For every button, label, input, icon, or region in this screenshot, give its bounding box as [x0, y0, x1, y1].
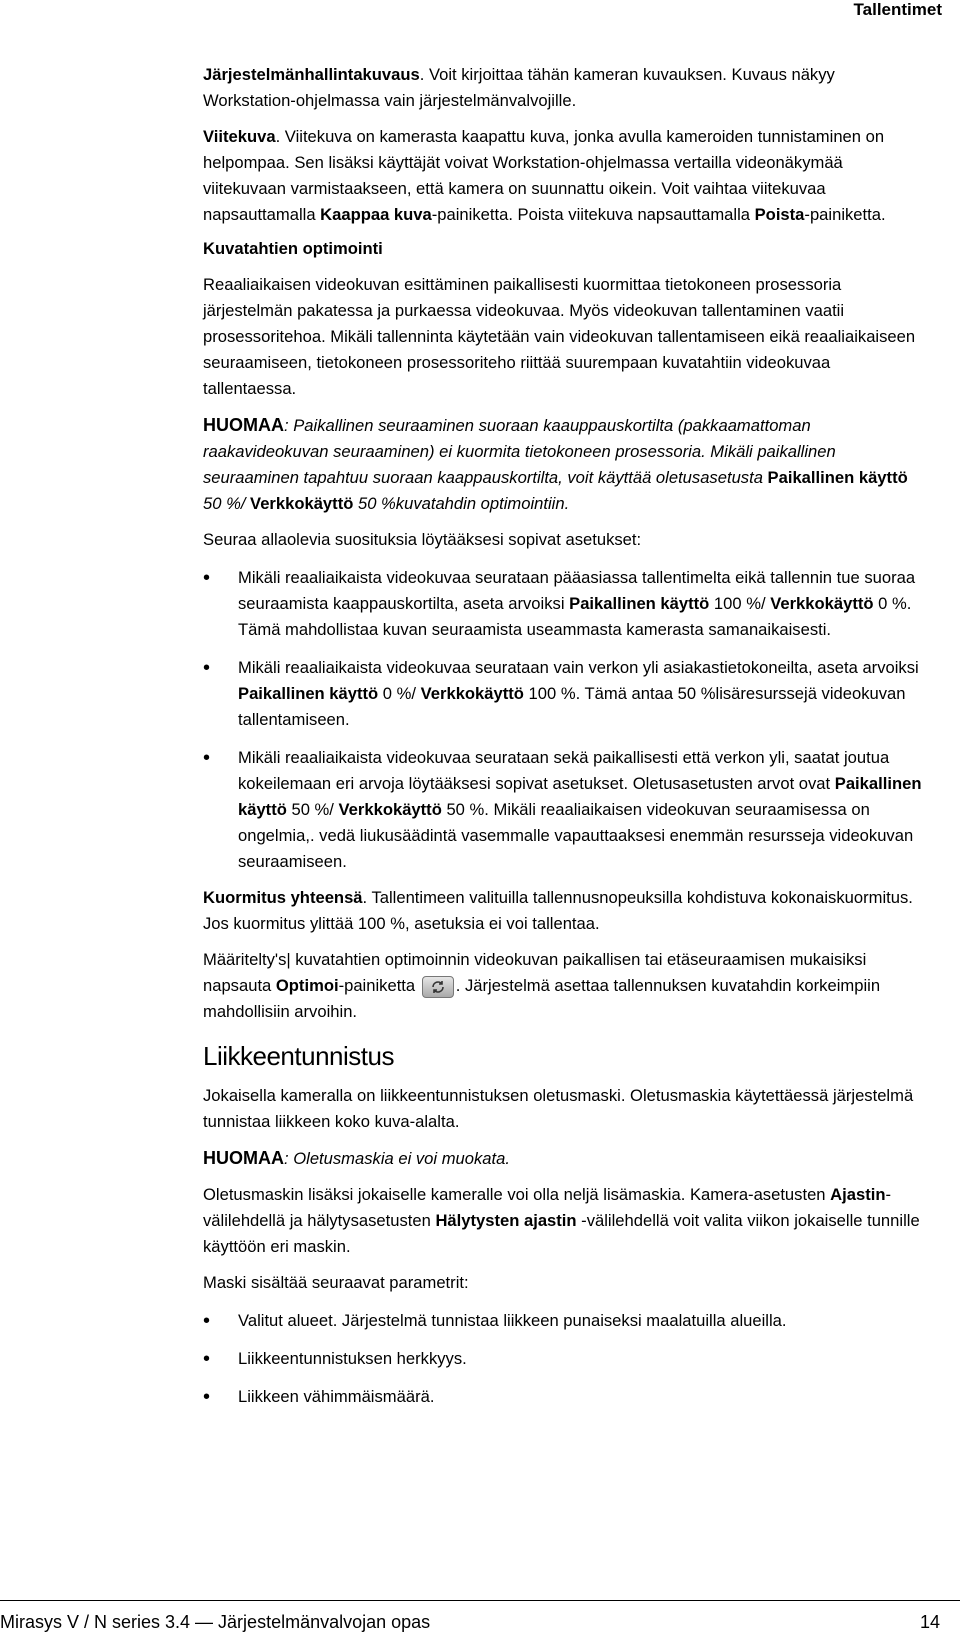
text: -välilehdellä voit valita viikon jokaiselle tunnille käyttöön eri maskin. — [203, 1211, 920, 1256]
page-header-title: Tallentimet — [853, 0, 942, 19]
text: . Viitekuva on kamerasta kaapattu kuva, jonka avulla kameroiden tunnistaminen on helpompaa. Sen lisäksi käyttäjät voivat Workstation-ohjelmassa vertailla videonäkymää viitekuvaan varmistaakseen, että kamera on suunnattu oikein. Voit vaihtaa viitekuvaa napsauttamalla — [203, 127, 885, 224]
term-optimize-button: Optimoi — [275, 976, 339, 995]
term-remove-button: Poista — [754, 205, 805, 224]
text: 0 %/ — [378, 684, 421, 703]
paragraph-optimize — [203, 947, 923, 1025]
text: 50 %kuvatahdin optimointiin. — [353, 494, 570, 513]
text: -painiketta. — [804, 205, 886, 224]
footer-document-title: Mirasys V / N series 3.4 — Järjestelmänvalvojan opas — [0, 1612, 431, 1632]
paragraph-recommendations: Seuraa allaolevia suosituksia löytääksesi sopivat asetukset: — [203, 530, 642, 549]
term-network-use: Verkkokäyttö — [338, 800, 442, 819]
text: -painiketta. Poista viitekuva napsauttamalla — [431, 205, 755, 224]
term-alarm-scheduler-tab: Hälytysten ajastin — [435, 1211, 577, 1230]
list-item: • Liikkeentunnistuksen herkkyys. — [203, 1346, 923, 1372]
text: Mikäli reaaliaikaista videokuvaa seurataan vain verkon yli asiakastietokoneilta, aseta arvoiksi — [238, 658, 919, 677]
paragraph-mask-params: Maski sisältää seuraavat parametrit: — [203, 1273, 469, 1292]
text: 50 %/ — [203, 494, 251, 513]
paragraph-frame-rate: Reaaliaikaisen videokuvan esittäminen paikallisesti kuormittaa tietokoneen prosessoria järjestelmän pakatessa ja purkaessa videokuvaa. Myös videokuvan tallentaminen vaatii prosessoritehoa. Mikäli tallenninta käytetään vain videokuvan tallentamiseen eikä reaaliaikaiseen seuraamiseen, tietokoneen prosessoriteho riittää suurempaan kuvatahtiin videokuvaa tallentaessa. — [203, 275, 916, 398]
term-local-use: Paikallinen käyttö — [569, 594, 710, 613]
section-title-frame-rate: Kuvatahtien optimointi — [203, 239, 383, 258]
term-system-description: Järjestelmänhallintakuvaus — [203, 65, 420, 84]
note-label: HUOMAA — [203, 415, 284, 435]
footer-divider — [0, 1600, 960, 1601]
text: 100 %. Tämä antaa 50 %lisäresurssejä videokuvan tallentamiseen. — [238, 684, 906, 729]
text: . Voit kirjoittaa tähän kameran kuvauksen. Kuvaus näkyy Workstation-ohjelmassa vain järjestelmänvalvojille. — [203, 65, 835, 110]
text: . Järjestelmä asettaa tallennuksen kuvatahdin korkeimpiin mahdollisiin arvoihin. — [203, 976, 881, 1021]
text: Mikäli reaaliaikaista videokuvaa seurataan sekä paikallisesti että verkon yli, saatat joutua kokeilemaan eri arvoja löytääksesi sopivat asetukset. Oletusasetusten arvot ovat — [238, 748, 890, 793]
text: 0 %. Tämä mahdollistaa kuvan seuraamista useammasta kamerasta samanaikaisesti. — [238, 594, 912, 639]
optimize-icon[interactable] — [422, 976, 454, 998]
text: : Paikallinen seuraaminen suoraan kaauppauskortilta (pakkaamattoman raakavideokuvan seuraaminen) ei kuormita tietokoneen prosessoria. Mikäli paikallinen seuraaminen tapahtuu suoraan kaappauskortilta, voit käyttää oletusasetusta — [203, 416, 836, 487]
document-body — [203, 62, 923, 1410]
text: Mikäli reaaliaikaista videokuvaa seurataan pääasiassa tallentimelta eikä tallennin tue suoraa seuraamista kaappauskortilta, aseta arvoiksi — [238, 568, 916, 613]
list-item — [203, 745, 923, 875]
paragraph-total-load — [203, 885, 923, 937]
term-network-use: Verkkokäyttö — [420, 684, 524, 703]
text: . Tallentimeen valituilla tallennusnopeuksilla kohdistuva kokonaiskuormitus. Jos kuormitus ylittää 100 %, asetuksia ei voi tallentaa. — [203, 888, 913, 933]
term-local-use: Paikallinen käyttö — [767, 468, 908, 487]
note-mask — [203, 1145, 923, 1172]
note-label: HUOMAA — [203, 1148, 284, 1168]
paragraph-system-description — [203, 62, 923, 114]
term-reference-image: Viitekuva — [203, 127, 276, 146]
mask-parameter-list — [203, 1308, 923, 1410]
term-network-use: Verkkokäyttö — [250, 494, 354, 513]
list-item — [203, 655, 923, 733]
list-item — [203, 565, 923, 643]
paragraph-default-mask: Jokaisella kameralla on liikkeentunnistuksen oletusmaski. Oletusmaskia käytettäessä järjestelmä tunnistaa liikkeen koko kuva-alalta. — [203, 1086, 914, 1131]
text: Määritelty's| kuvatahtien optimoinnin videokuvan paikallisen tai etäseuraamisen mukaisiksi napsauta — [203, 950, 867, 995]
page-number: 14 — [919, 1612, 940, 1632]
heading-motion-detection: Liikkeentunnistus — [203, 1041, 394, 1071]
term-scheduler-tab: Ajastin — [830, 1185, 886, 1204]
text: 100 %/ — [709, 594, 771, 613]
term-total-load: Kuormitus yhteensä — [203, 888, 363, 907]
list-item: • Liikkeen vähimmäismäärä. — [203, 1384, 923, 1410]
paragraph-reference-image — [203, 124, 923, 228]
text: Oletusmaskin lisäksi jokaiselle kameralle voi olla neljä lisämaskia. Kamera-asetusten — [203, 1185, 831, 1204]
text: 50 %/ — [286, 800, 339, 819]
text: -painiketta — [338, 976, 420, 995]
text: -välilehdellä ja hälytysasetusten — [203, 1185, 891, 1230]
term-network-use: Verkkokäyttö — [770, 594, 874, 613]
text: 50 %. Mikäli reaaliaikaisen videokuvan seuraamisessa on ongelmia,. vedä liukusäädintä vasemmalle vapauttaaksesi enemmän resursseja videokuvan seuraamiseen. — [238, 800, 914, 871]
term-capture-button: Kaappaa kuva — [320, 205, 432, 224]
text: : Oletusmaskia ei voi muokata. — [284, 1149, 510, 1168]
recommendation-list — [203, 565, 923, 875]
paragraph-extra-masks — [203, 1182, 923, 1260]
list-item: • Valitut alueet. Järjestelmä tunnistaa liikkeen punaiseksi maalatuilla alueilla. — [203, 1308, 923, 1334]
term-local-use: Paikallinen käyttö — [238, 774, 922, 819]
term-local-use: Paikallinen käyttö — [238, 684, 379, 703]
note-local-viewing — [203, 412, 923, 517]
